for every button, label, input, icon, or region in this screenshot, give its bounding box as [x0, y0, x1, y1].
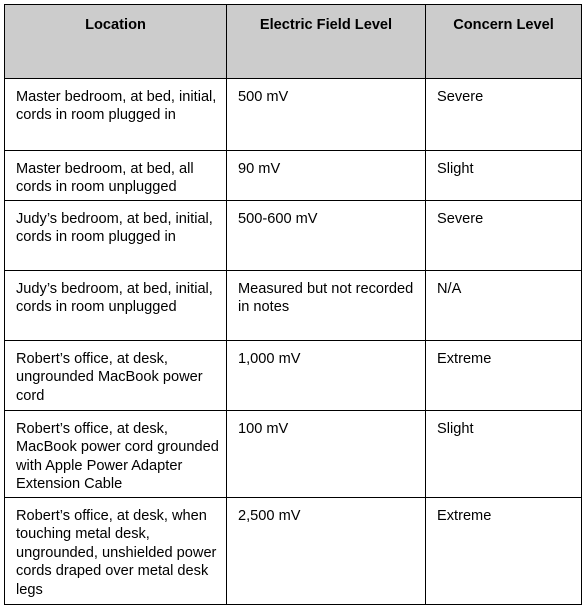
- cell-concern-level: Severe: [426, 201, 582, 271]
- table-row: [5, 271, 582, 341]
- cell-location: Robert’s office, at desk, when touching metal desk, ungrounded, unshielded power cords draped over metal desk legs: [5, 498, 227, 605]
- cell-concern-level: Slight: [426, 151, 582, 201]
- table-header-row: [5, 5, 582, 79]
- cell-electric-field-level: 100 mV: [227, 411, 426, 498]
- header-location: Location: [5, 5, 227, 79]
- table-row: [5, 79, 582, 151]
- measurements-table: [4, 4, 582, 605]
- cell-electric-field-level: 1,000 mV: [227, 341, 426, 411]
- cell-location: Master bedroom, at bed, all cords in room unplugged: [5, 151, 227, 201]
- cell-concern-level: Extreme: [426, 498, 582, 605]
- table-row: [5, 341, 582, 411]
- cell-location: Robert’s office, at desk, ungrounded MacBook power cord: [5, 341, 227, 411]
- cell-electric-field-level: 2,500 mV: [227, 498, 426, 605]
- cell-concern-level: Slight: [426, 411, 582, 498]
- table-row: [5, 151, 582, 201]
- table-row: [5, 201, 582, 271]
- cell-electric-field-level: 90 mV: [227, 151, 426, 201]
- cell-location: Master bedroom, at bed, initial, cords in room plugged in: [5, 79, 227, 151]
- table-row: [5, 411, 582, 498]
- header-concern-level: Concern Level: [426, 5, 582, 79]
- cell-electric-field-level: 500-600 mV: [227, 201, 426, 271]
- cell-electric-field-level: Measured but not recorded in notes: [227, 271, 426, 341]
- cell-location: Judy’s bedroom, at bed, initial, cords in room plugged in: [5, 201, 227, 271]
- cell-concern-level: Extreme: [426, 341, 582, 411]
- cell-concern-level: Severe: [426, 79, 582, 151]
- cell-location: Judy’s bedroom, at bed, initial, cords in room unplugged: [5, 271, 227, 341]
- cell-electric-field-level: 500 mV: [227, 79, 426, 151]
- cell-location: Robert’s office, at desk, MacBook power cord grounded with Apple Power Adapter Extension Cable: [5, 411, 227, 498]
- header-electric-field-level: Electric Field Level: [227, 5, 426, 79]
- cell-concern-level: N/A: [426, 271, 582, 341]
- table-row: [5, 498, 582, 605]
